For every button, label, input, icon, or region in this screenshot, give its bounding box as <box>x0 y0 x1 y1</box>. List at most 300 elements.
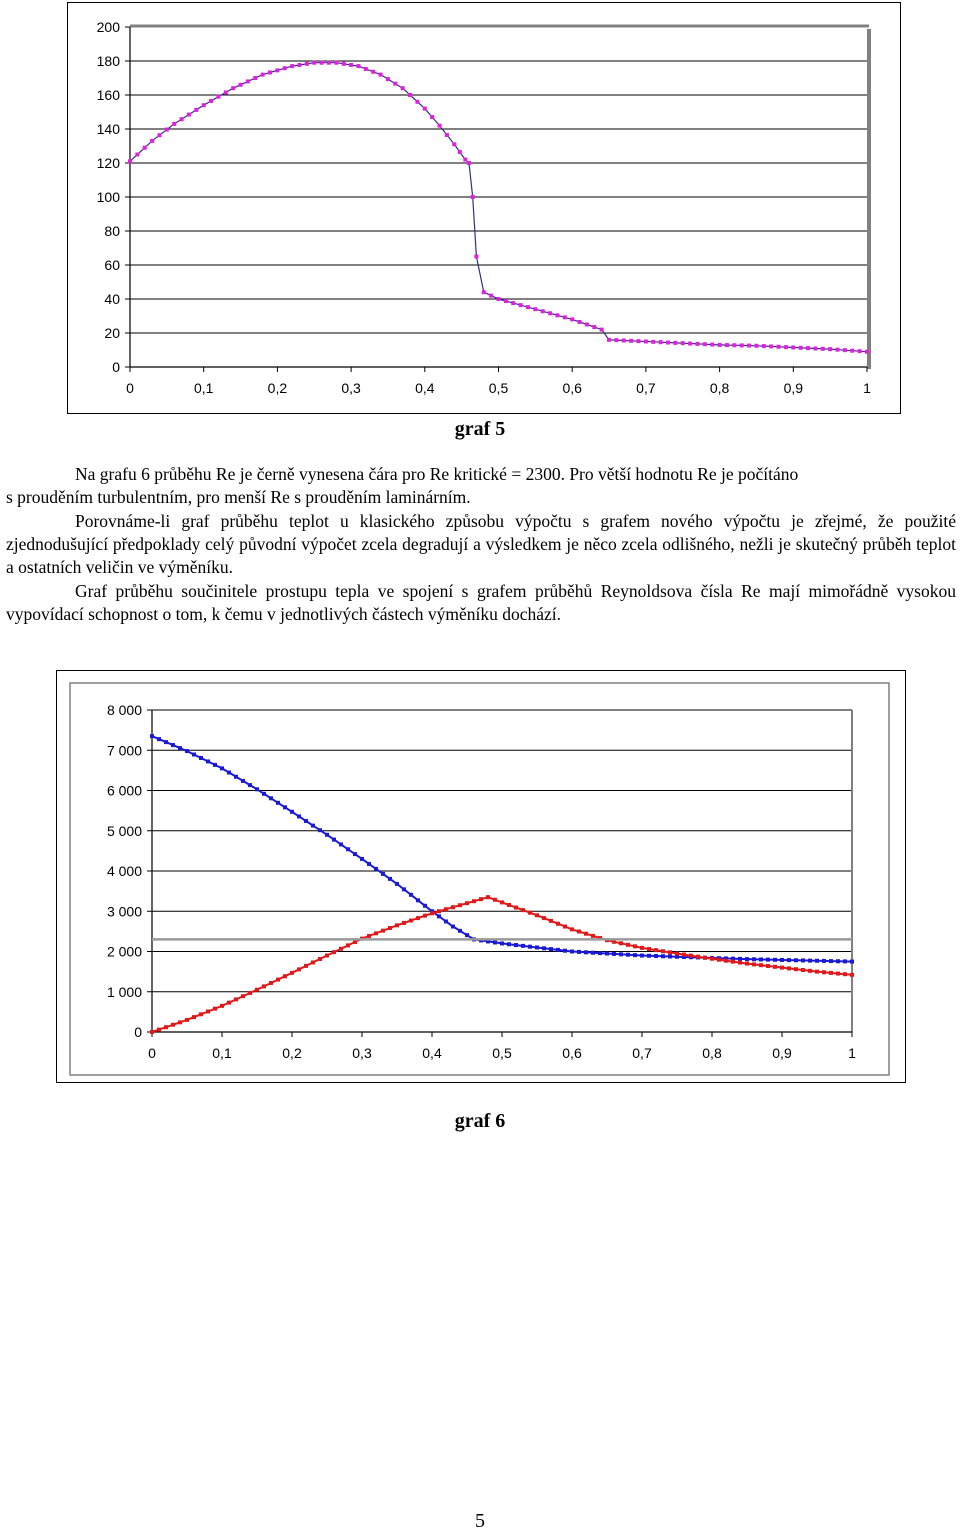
chart2-data-point <box>444 919 448 923</box>
chart1-data-point <box>305 62 309 66</box>
chart2-data-point <box>374 931 378 935</box>
chart2-data-point <box>738 957 742 961</box>
chart2-data-point <box>444 907 448 911</box>
chart2-data-point <box>836 972 840 976</box>
chart2-x-tick-label: 0,2 <box>282 1045 302 1061</box>
chart2-data-point <box>465 933 469 937</box>
chart2-data-point <box>234 997 238 1001</box>
chart2-data-point <box>416 916 420 920</box>
chart1-y-tick-label: 200 <box>96 19 120 35</box>
chart1-y-tick-label: 20 <box>104 325 120 341</box>
chart2-data-point <box>500 900 504 904</box>
chart1-data-point <box>187 113 191 117</box>
chart1-data-point <box>415 100 419 104</box>
chart2-data-point <box>822 970 826 974</box>
chart2-data-point <box>591 934 595 938</box>
chart1-x-tick-label: 0,6 <box>562 380 582 396</box>
chart1-y-tick-label: 180 <box>96 53 120 69</box>
chart2-data-point <box>570 927 574 931</box>
chart2-data-point <box>668 954 672 958</box>
chart2-data-point <box>591 951 595 955</box>
chart2-data-point <box>150 1030 154 1034</box>
chart1-data-point <box>592 325 596 329</box>
chart2-x-tick-label: 0,7 <box>632 1045 652 1061</box>
chart1-data-point <box>777 345 781 349</box>
chart2-data-point <box>570 950 574 954</box>
chart1-x-tick-label: 0,1 <box>193 380 214 396</box>
chart2-data-point <box>220 1004 224 1008</box>
chart1-data-point <box>474 255 478 259</box>
chart2-data-point <box>829 971 833 975</box>
chart1-data-point <box>747 344 751 348</box>
chart2-plot <box>57 671 907 1084</box>
paragraph2 <box>6 510 956 579</box>
chart1-data-point <box>356 64 360 68</box>
chart2-data-point <box>661 949 665 953</box>
chart1-data-point <box>732 343 736 347</box>
chart2-data-point <box>633 953 637 957</box>
chart1-y-tick-label: 140 <box>96 121 120 137</box>
chart2-data-point <box>241 779 245 783</box>
chart2-data-point <box>395 882 399 886</box>
chart2-data-point <box>815 970 819 974</box>
chart2-data-point <box>528 945 532 949</box>
chart2-data-point <box>213 1007 217 1011</box>
chart2-data-point <box>409 919 413 923</box>
chart1-data-point <box>423 107 427 111</box>
chart2-y-tick-label: 1 000 <box>106 983 142 1000</box>
chart2-data-point <box>577 950 581 954</box>
chart2-data-point <box>794 958 798 962</box>
chart2-data-point <box>248 991 252 995</box>
chart2-data-point <box>514 943 518 947</box>
chart2-y-tick-label: 6 000 <box>106 782 142 799</box>
chart2-x-tick-label: 0,5 <box>492 1045 512 1061</box>
chart2-data-point <box>843 972 847 976</box>
chart1-plot <box>68 3 902 415</box>
chart1-data-point <box>231 86 235 90</box>
chart2-data-point <box>640 946 644 950</box>
chart2-data-point <box>773 958 777 962</box>
chart2-data-point <box>164 1025 168 1029</box>
chart1-data-point <box>784 345 788 349</box>
chart2-data-point <box>150 734 154 738</box>
chart2-data-point <box>521 944 525 948</box>
chart2-data-point <box>199 756 203 760</box>
chart2-data-point <box>458 929 462 933</box>
chart2-data-point <box>577 930 581 934</box>
chart1-data-point <box>334 61 338 65</box>
chart1-data-point <box>349 63 353 67</box>
chart1-data-point <box>622 338 626 342</box>
chart2-data-point <box>654 948 658 952</box>
chart2-data-point <box>668 950 672 954</box>
chart2-y-tick-label: 2 000 <box>106 943 142 960</box>
chart2-data-point <box>402 921 406 925</box>
chart2-data-point <box>661 954 665 958</box>
chart2-data-point <box>269 796 273 800</box>
chart2-data-point <box>248 783 252 787</box>
chart1-data-point <box>489 294 493 298</box>
chart1-data-point <box>224 90 228 94</box>
chart1-data-point <box>578 320 582 324</box>
chart1-data-point <box>673 341 677 345</box>
chart2-data-point <box>738 961 742 965</box>
chart1-data-point <box>261 73 265 77</box>
chart2-data-point <box>647 947 651 951</box>
chart2-data-point <box>822 959 826 963</box>
chart2-data-point <box>675 952 679 956</box>
chart1-data-point <box>799 346 803 350</box>
chart1-y-tick-label: 80 <box>104 223 120 239</box>
chart1-data-point <box>209 99 213 103</box>
chart1-y-tick-label: 40 <box>104 291 120 307</box>
chart1-data-point <box>253 76 257 80</box>
chart2-data-point <box>290 971 294 975</box>
chart1-data-point <box>614 338 618 342</box>
chart2-data-point <box>416 898 420 902</box>
chart2-data-point <box>374 867 378 871</box>
chart1-frame <box>67 2 901 414</box>
chart1-data-point <box>681 341 685 345</box>
chart2-data-point <box>297 814 301 818</box>
chart2-data-point <box>640 954 644 958</box>
chart2-data-point <box>815 959 819 963</box>
chart2-data-point <box>584 932 588 936</box>
chart2-data-point <box>465 901 469 905</box>
chart1-data-point <box>533 307 537 311</box>
chart1-y-tick-label: 0 <box>112 359 120 375</box>
chart1-data-point <box>298 63 302 67</box>
page-number: 5 <box>475 1510 485 1532</box>
chart1-data-point <box>275 68 279 72</box>
chart1-x-tick-label: 0,8 <box>709 380 730 396</box>
chart1-data-point <box>401 86 405 90</box>
chart1-data-point <box>600 328 604 332</box>
chart2-data-point <box>542 946 546 950</box>
chart1-data-point <box>408 93 412 97</box>
chart2-data-point <box>206 759 210 763</box>
chart2-data-point <box>724 959 728 963</box>
chart1-data-point <box>865 350 869 354</box>
chart1-data-point <box>342 62 346 66</box>
paragraph3 <box>6 580 956 626</box>
chart1-data-point <box>651 340 655 344</box>
chart2-data-point <box>549 947 553 951</box>
chart1-data-point <box>180 117 184 121</box>
chart1-data-point <box>821 347 825 351</box>
chart1-data-point <box>570 317 574 321</box>
chart2-data-point <box>808 969 812 973</box>
chart2-data-point <box>703 956 707 960</box>
chart2-data-point <box>801 968 805 972</box>
chart1-data-point <box>283 66 287 70</box>
chart2-data-point <box>227 1001 231 1005</box>
chart1-data-point <box>157 133 161 137</box>
chart2-data-point <box>346 943 350 947</box>
chart2-data-point <box>766 958 770 962</box>
chart1-data-point <box>497 297 501 301</box>
chart2-data-point <box>367 934 371 938</box>
chart2-data-point <box>325 954 329 958</box>
chart2-data-point <box>626 943 630 947</box>
chart2-y-tick-label: 0 <box>134 1024 142 1040</box>
paragraph3-text: Graf průběhu součinitele prostupu tepla ve spojení s grafem průběhů Reynoldsova čísla Re mají mimořádně vysokou vypovídací schopnost o tom, k čemu v jednotlivých částech výměníku dochází. <box>6 581 956 624</box>
chart2-data-point <box>759 963 763 967</box>
chart2-data-point <box>843 959 847 963</box>
chart1-x-tick-label: 0,4 <box>415 380 435 396</box>
chart1-data-point <box>216 95 220 99</box>
chart2-data-point <box>801 958 805 962</box>
chart1-data-point <box>828 347 832 351</box>
chart1-data-point <box>312 61 316 65</box>
chart1-data-point <box>327 61 331 65</box>
chart2-data-point <box>745 957 749 961</box>
chart1-data-point <box>563 315 567 319</box>
chart1-data-point <box>703 342 707 346</box>
chart2-data-point <box>493 940 497 944</box>
chart1-x-tick-label: 1 <box>863 380 871 396</box>
chart1-data-point <box>143 146 147 150</box>
chart2-data-point <box>304 964 308 968</box>
chart2-data-point <box>542 916 546 920</box>
chart2-data-point <box>500 941 504 945</box>
chart1-y-tick-label: 100 <box>96 189 120 205</box>
chart2-data-point <box>318 828 322 832</box>
chart2-data-point <box>409 893 413 897</box>
chart2-x-tick-label: 0,4 <box>422 1045 442 1061</box>
chart2-data-point <box>682 953 686 957</box>
chart1-y-tick-label: 160 <box>96 87 120 103</box>
chart2-data-point <box>528 911 532 915</box>
chart2-data-point <box>262 984 266 988</box>
chart1-data-point <box>725 343 729 347</box>
chart1-x-tick-label: 0,3 <box>341 380 361 396</box>
chart2-data-point <box>395 923 399 927</box>
chart2-data-point <box>507 903 511 907</box>
chart2-frame <box>56 670 906 1083</box>
chart2-data-point <box>836 959 840 963</box>
chart2-data-point <box>584 950 588 954</box>
chart2-data-point <box>451 905 455 909</box>
chart2-data-point <box>472 899 476 903</box>
chart2-data-point <box>346 847 350 851</box>
chart2-data-point <box>192 753 196 757</box>
chart1-data-point <box>688 342 692 346</box>
chart1-data-point <box>393 82 397 86</box>
chart1-data-point <box>239 83 243 87</box>
chart1-data-point <box>463 158 467 162</box>
chart2-x-tick-label: 0,6 <box>562 1045 582 1061</box>
chart2-data-point <box>381 929 385 933</box>
chart2-data-point <box>437 914 441 918</box>
chart2-y-tick-label: 5 000 <box>106 822 142 839</box>
chart2-series-line <box>152 736 852 961</box>
chart2-data-point <box>318 957 322 961</box>
chart2-data-point <box>178 1020 182 1024</box>
chart1-data-point <box>268 70 272 74</box>
chart2-data-point <box>535 913 539 917</box>
chart2-data-point <box>402 887 406 891</box>
chart2-x-tick-label: 0,8 <box>702 1045 722 1061</box>
chart2-data-point <box>157 1028 161 1032</box>
chart2-data-point <box>423 914 427 918</box>
paragraph1 <box>6 463 956 509</box>
chart1-x-tick-label: 0 <box>126 380 134 396</box>
chart2-y-tick-label: 3 000 <box>106 903 142 920</box>
chart2-data-point <box>171 1023 175 1027</box>
chart2-data-point <box>752 962 756 966</box>
chart2-data-point <box>360 857 364 861</box>
chart2-x-tick-label: 0 <box>148 1045 156 1061</box>
chart1-data-point <box>371 70 375 74</box>
chart2-y-tick-label: 7 000 <box>106 742 142 759</box>
chart1-data-point <box>806 346 810 350</box>
chart2-data-point <box>339 842 343 846</box>
chart1-data-point <box>659 340 663 344</box>
chart1-x-tick-label: 0,7 <box>636 380 656 396</box>
chart2-data-point <box>367 862 371 866</box>
chart2-data-point <box>731 960 735 964</box>
chart2-data-point <box>479 897 483 901</box>
chart1-data-point <box>320 61 324 65</box>
chart2-data-point <box>556 922 560 926</box>
chart2-data-point <box>339 947 343 951</box>
chart1-data-point <box>519 303 523 307</box>
chart2-data-point <box>430 911 434 915</box>
paragraph1-line1: Na grafu 6 průběhu Re je černě vynesena čára pro Re kritické = 2300. Pro větší hodnotu Re je počítáno <box>75 464 799 484</box>
chart2-data-point <box>605 952 609 956</box>
chart2-data-point <box>234 775 238 779</box>
chart1-data-point <box>585 323 589 327</box>
chart1-data-point <box>386 77 390 81</box>
chart2-x-tick-label: 0,1 <box>212 1045 232 1061</box>
chart2-data-point <box>773 965 777 969</box>
chart2-data-point <box>423 904 427 908</box>
chart2-data-point <box>192 1015 196 1019</box>
chart2-data-point <box>696 955 700 959</box>
chart2-data-point <box>612 952 616 956</box>
chart2-data-point <box>199 1012 203 1016</box>
chart1-x-tick-label: 0,2 <box>267 380 288 396</box>
chart1-data-point <box>548 311 552 315</box>
chart2-data-point <box>157 737 161 741</box>
chart1-data-point <box>607 338 611 342</box>
chart1-data-point <box>813 346 817 350</box>
chart2-data-point <box>283 974 287 978</box>
chart2-data-point <box>752 957 756 961</box>
chart2-data-point <box>311 824 315 828</box>
chart2-data-point <box>164 740 168 744</box>
chart2-data-point <box>556 948 560 952</box>
chart2-data-point <box>626 953 630 957</box>
chart1-data-point <box>695 342 699 346</box>
chart1-data-point <box>482 290 486 294</box>
chart2-data-point <box>437 909 441 913</box>
chart1-y-tick-label: 120 <box>96 155 120 171</box>
chart2-data-point <box>521 908 525 912</box>
chart1-data-point <box>769 344 773 348</box>
chart2-data-point <box>745 962 749 966</box>
paragraph1-line2: s prouděním turbulentním, pro menší Re s prouděním laminárním. <box>6 487 471 507</box>
chart1-data-point <box>504 299 508 303</box>
chart1-data-point <box>740 343 744 347</box>
chart1-data-point <box>172 122 176 126</box>
chart2-data-point <box>710 957 714 961</box>
chart1-data-point <box>666 341 670 345</box>
chart2-data-point <box>850 960 854 964</box>
chart2-data-point <box>276 801 280 805</box>
chart2-data-point <box>535 945 539 949</box>
chart2-caption: graf 6 <box>454 1110 506 1132</box>
chart2-data-point <box>185 1018 189 1022</box>
chart1-data-point <box>718 343 722 347</box>
chart1-data-point <box>836 348 840 352</box>
chart1-data-point <box>850 349 854 353</box>
chart2-data-point <box>493 898 497 902</box>
chart2-data-point <box>787 958 791 962</box>
chart2-data-point <box>717 958 721 962</box>
chart2-data-point <box>206 1009 210 1013</box>
chart1-data-point <box>458 150 462 154</box>
chart2-data-point <box>241 994 245 998</box>
chart2-data-point <box>276 978 280 982</box>
chart2-data-point <box>654 954 658 958</box>
chart1-data-point <box>762 344 766 348</box>
chart1-data-point <box>710 343 714 347</box>
chart1-data-point <box>128 159 132 163</box>
chart2-x-tick-label: 1 <box>848 1045 856 1061</box>
chart1-data-point <box>843 348 847 352</box>
chart2-data-point <box>647 954 651 958</box>
chart2-data-point <box>549 919 553 923</box>
chart2-data-point <box>185 749 189 753</box>
chart2-data-point <box>178 746 182 750</box>
chart2-x-tick-label: 0,9 <box>772 1045 792 1061</box>
chart2-data-point <box>689 954 693 958</box>
chart1-data-point <box>791 345 795 349</box>
chart2-data-point <box>514 906 518 910</box>
chart2-data-point <box>766 964 770 968</box>
chart2-data-point <box>283 805 287 809</box>
chart2-data-point <box>458 903 462 907</box>
chart2-data-point <box>311 960 315 964</box>
chart2-data-point <box>297 967 301 971</box>
chart2-data-point <box>829 959 833 963</box>
chart1-data-point <box>150 139 154 143</box>
chart2-data-point <box>388 877 392 881</box>
chart1-data-point <box>541 309 545 313</box>
chart1-data-point <box>526 305 530 309</box>
chart1-data-point <box>467 161 471 165</box>
chart2-data-point <box>619 952 623 956</box>
chart2-data-point <box>381 872 385 876</box>
chart1-data-point <box>165 128 169 132</box>
chart2-data-point <box>332 838 336 842</box>
chart1-data-point <box>644 340 648 344</box>
chart2-data-point <box>486 895 490 899</box>
chart1-data-point <box>438 124 442 128</box>
chart2-data-point <box>619 941 623 945</box>
chart2-data-point <box>808 959 812 963</box>
chart1-data-point <box>858 349 862 353</box>
chart2-data-point <box>255 787 259 791</box>
chart1-data-point <box>511 301 515 305</box>
chart2-data-point <box>787 966 791 970</box>
chart1-data-point <box>445 133 449 137</box>
chart2-x-tick-label: 0,3 <box>352 1045 372 1061</box>
chart2-data-point <box>353 852 357 856</box>
